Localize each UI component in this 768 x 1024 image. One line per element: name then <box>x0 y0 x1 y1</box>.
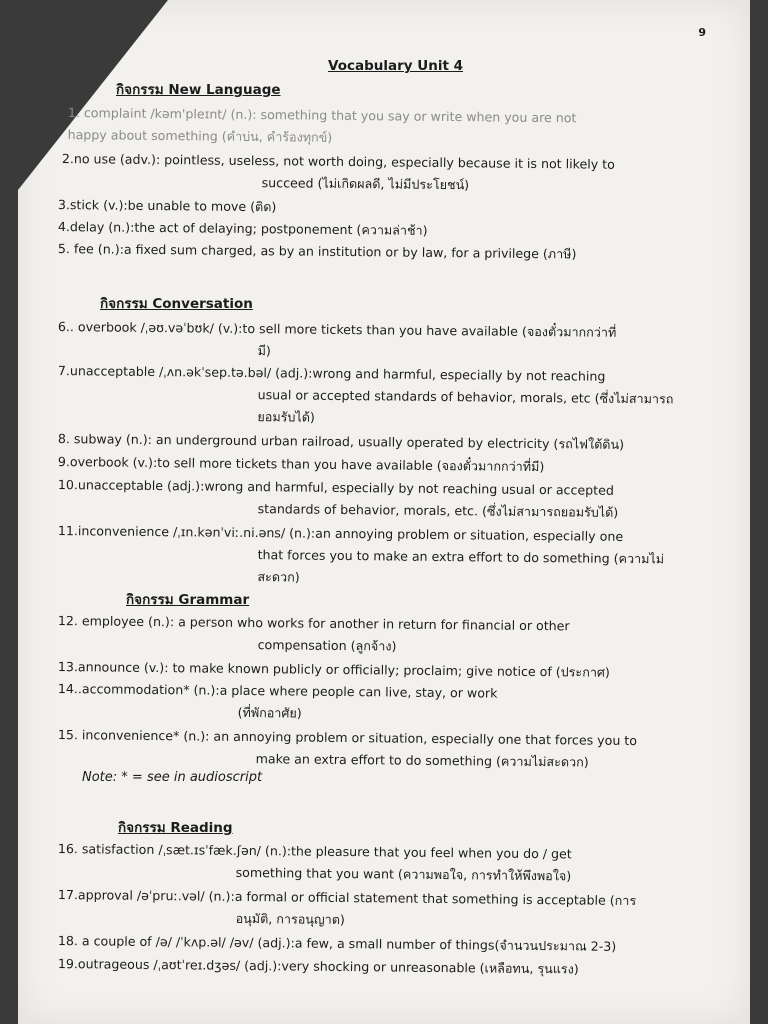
entry-line: 12. employee (n.): a person who works for another in return for financial or other <box>57 612 570 634</box>
entry-line: 5. fee (n.):a fixed sum charged, as by an institution or by law, for a privilege (ภาษี) <box>57 240 577 262</box>
vocab-entry <box>57 520 720 593</box>
entry-line: 11.inconvenience /ˌɪn.kənˈviː.ni.əns/ (n.):an annoying problem or situation, especially one <box>57 522 624 544</box>
entry-line: 14..accommodation* (n.):a place where people can live, stay, or work <box>57 680 498 701</box>
vocab-entry <box>58 610 720 661</box>
entry-line: 19.outrageous /ˌaʊtˈreɪ.dʒəs/ (adj.):very shocking or unreasonable (เหลือทน, รุนแรง) <box>57 955 579 977</box>
entry-continuation: happy about something (คำบ่น, คำร้องทุกข์) <box>67 126 333 145</box>
vocab-entry <box>62 148 724 199</box>
entry-line: 6.. overbook /ˌəʊ.vəˈbʊk/ (v.):to sell more tickets than you have available (จองตั๋วมากกว่าที่ <box>57 318 617 340</box>
entry-line: 17.approval /əˈpruː.vəl/ (n.):a formal or official statement that something is acceptable (การ <box>57 886 637 909</box>
entry-line: 10.unacceptable (adj.):wrong and harmful, especially by not reaching usual or accepted <box>57 476 614 498</box>
entry-continuation: succeed (ไม่เกิดผลดี, ไม่มีประโยชน์) <box>261 175 470 193</box>
entry-continuation: make an extra effort to do something (ความไม่สะดวก) <box>255 751 589 770</box>
vocab-entry <box>57 360 720 433</box>
entry-line: 18. a couple of /ə/ /ˈkʌp.əl/ /əv/ (adj.):a few, a small number of things(จำนวนประมาณ 2-3) <box>57 932 617 954</box>
entry-continuation: สะดวก) <box>257 569 300 585</box>
entry-line: 16. satisfaction /ˌsæt.ɪsˈfæk.ʃən/ (n.):the pleasure that you feel when you do / get <box>57 840 572 862</box>
entry-line: 7.unacceptable /ˌʌn.əkˈsep.tə.bəl/ (adj.):wrong and harmful, especially by not reaching <box>57 362 606 384</box>
entry-continuation: usual or accepted standards of behavior, morals, etc (ซึ่งไม่สามารถ <box>257 387 674 407</box>
entry-continuation: (ที่พักอาศัย) <box>237 704 302 721</box>
section-heading-conversation: กิจกรรม Conversation <box>100 296 253 312</box>
entry-continuation: that forces you to make an extra effort to do something (ความไม่ <box>257 547 665 567</box>
entry-line: 3.stick (v.):be unable to move (ติด) <box>57 196 277 215</box>
entry-continuation: ยอมรับได้) <box>257 409 315 425</box>
entry-line: 8. subway (n.): an underground urban railroad, usually operated by electricity (รถไฟใต้ดิน) <box>57 430 625 452</box>
entry-continuation: มี) <box>257 343 271 359</box>
entry-line: 13.announce (v.): to make known publicly or officially; proclaim; give notice of (ประกาศ) <box>57 658 610 680</box>
page-title: Vocabulary Unit 4 <box>328 58 464 74</box>
document-page <box>18 0 750 1024</box>
entry-continuation: something that you want (ความพอใจ, การทำให้พึงพอใจ) <box>235 864 572 884</box>
section-heading-new-language: กิจกรรม New Language <box>116 82 281 98</box>
vocab-entry <box>58 678 720 729</box>
section-heading-reading: กิจกรรม Reading <box>118 820 233 836</box>
entry-continuation: compensation (ลูกจ้าง) <box>257 637 397 654</box>
entry-continuation: standards of behavior, morals, etc. (ซึ่งไม่สามารถยอมรับได้) <box>257 501 619 520</box>
vocab-entry <box>68 102 730 153</box>
entry-line: 9.overbook (v.):to sell more tickets than you have available (จองตั๋วมากกว่าที่มี) <box>57 453 545 475</box>
entry-line: 4.delay (n.):the act of delaying; postponement (ความล่าช้า) <box>57 218 428 238</box>
vocab-entry <box>58 474 720 525</box>
vocab-entry <box>58 724 720 775</box>
entry-line: 15. inconvenience* (n.): an annoying problem or situation, especially one that forces you to <box>57 726 638 749</box>
vocab-entry <box>58 838 720 889</box>
section-heading-grammar: กิจกรรม Grammar <box>126 592 250 608</box>
vocab-entry <box>58 884 720 935</box>
entry-line: 2.no use (adv.): pointless, useless, not worth doing, especially because it is not likely to <box>61 150 615 172</box>
entry-continuation: อนุมัติ, การอนุญาต) <box>235 910 345 928</box>
vocab-entry <box>58 316 720 367</box>
entry-line: 1. complaint /kəm'pleɪnt/ (n.): something that you say or write when you are not <box>67 104 577 126</box>
page-number: 9 <box>698 26 706 39</box>
note: Note: * = see in audioscript <box>82 770 263 785</box>
